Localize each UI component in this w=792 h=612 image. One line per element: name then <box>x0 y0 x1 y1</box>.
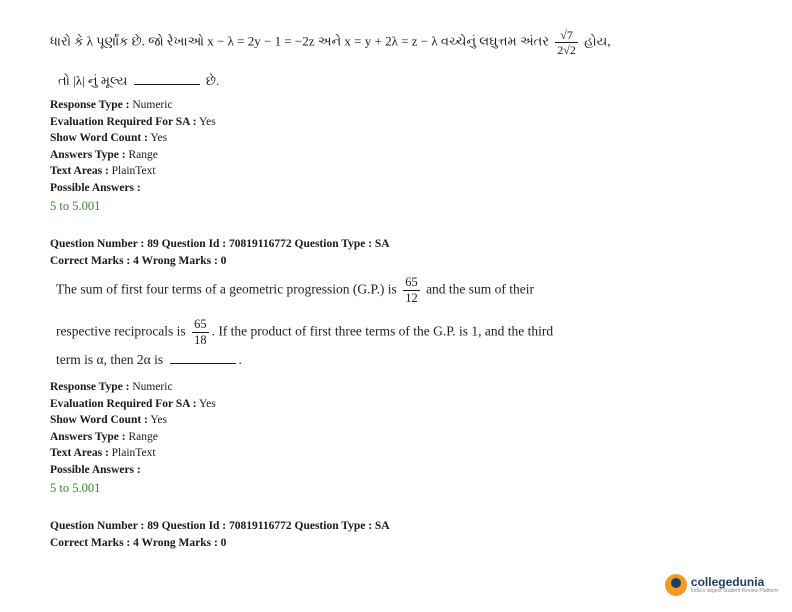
logo-tagline: India's largest Student Review Platform <box>690 588 778 594</box>
question-2-line-2: respective reciprocals is $\frac{65}{18}$ . If the product of first three terms of the G.P. is 1, and the third <box>56 317 554 347</box>
question-3-header <box>50 518 390 551</box>
question-1-text: ધારો કે λ પૂર્ણાંક છે. જો રેખાઓ x − λ = 2y − 1 = −2z અને x = y + 2λ = z − λ વચ્ચેનું લઘુત્તમ અંતર <box>50 33 550 49</box>
question-2-id-line: Question Number : 89 Question Id : 70819116772 Question Type : SA <box>50 238 390 250</box>
question-2-header <box>50 236 390 269</box>
response-type-row: Response Type : Numeric <box>50 99 173 111</box>
sum-fraction: $\frac{65}{12}$ <box>405 275 418 305</box>
logo-name: collegedunia <box>690 575 765 589</box>
fraction-numerator: √7 <box>555 28 578 43</box>
question-1-line-2-post: છે. <box>205 73 220 88</box>
question-2-marks-line: Correct Marks : 4 Wrong Marks : 0 <box>50 254 227 267</box>
possible-answers-value: 5 to 5.001 <box>50 199 101 213</box>
evaluation-row: Evaluation Required For SA : Yes <box>50 115 216 128</box>
distance-fraction <box>555 28 578 57</box>
possible-answers-value: 5 to 5.001 <box>50 481 101 495</box>
question-2-line-3: term is α, then 2α is . <box>56 352 242 367</box>
possible-answers-label: Possible Answers : <box>50 181 141 194</box>
text-areas-row: Text Areas : PlainText <box>50 165 156 177</box>
question-2-meta <box>50 379 216 497</box>
question-1-line-1 <box>50 28 611 57</box>
question-1-meta <box>50 97 216 215</box>
answer-blank <box>170 353 236 364</box>
answers-type-row: Answers Type : Range <box>50 148 158 161</box>
question-3-marks-line: Correct Marks : 4 Wrong Marks : 0 <box>50 536 227 549</box>
question-3-id-line: Question Number : 89 Question Id : 70819116772 Question Type : SA <box>50 520 390 532</box>
question-1-tail: હોય, <box>584 33 611 49</box>
possible-answers-label: Possible Answers : <box>50 463 141 476</box>
answers-type-row: Answers Type : Range <box>50 430 158 443</box>
show-word-count-row: Show Word Count : Yes <box>50 132 168 144</box>
text-areas-row: Text Areas : PlainText <box>50 447 156 459</box>
logo-mascot-icon <box>665 574 687 596</box>
question-1-line-2 <box>58 73 219 89</box>
fraction-denominator: 2√2 <box>557 43 576 57</box>
collegedunia-logo <box>665 574 778 596</box>
evaluation-row: Evaluation Required For SA : Yes <box>50 397 216 410</box>
question-1-line-2-pre: તો |λ| નું મૂલ્ય <box>58 73 128 88</box>
response-type-row: Response Type : Numeric <box>50 381 173 393</box>
question-2-line-1: The sum of first four terms of a geometric progression (G.P.) is $\frac{65}{12}$ and the sum of their <box>56 275 535 305</box>
show-word-count-row: Show Word Count : Yes <box>50 414 168 426</box>
answer-blank <box>134 74 200 85</box>
reciprocal-sum-fraction: $\frac{65}{18}$ <box>194 317 207 347</box>
